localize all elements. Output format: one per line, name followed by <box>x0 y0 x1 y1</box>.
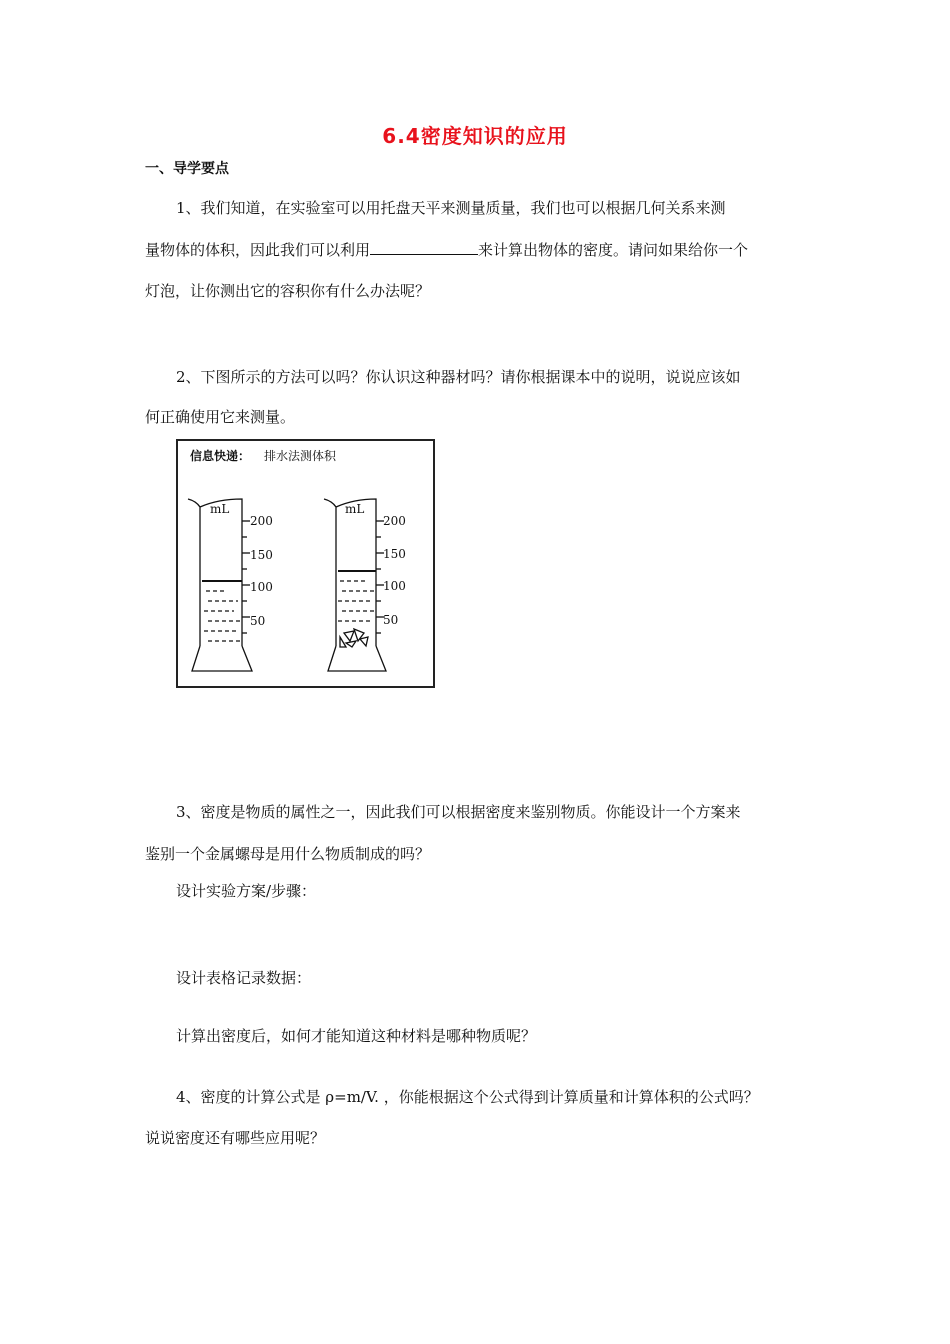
q3-line2: 鉴别一个金属螺母是用什么物质制成的吗？ <box>145 845 431 863</box>
figure-caption-label: 信息快递： <box>190 449 251 463</box>
figure-caption-text: 排水法测体积 <box>264 449 337 463</box>
q1-line2 <box>145 239 748 260</box>
right-tick-200: 200 <box>383 514 406 528</box>
q2-line2: 何正确使用它来测量。 <box>145 408 296 426</box>
q3-after-calc: 计算出密度后，如何才能知道这种材料是哪种物质呢？ <box>176 1027 537 1045</box>
cylinder-right <box>324 499 386 671</box>
measuring-cylinders <box>178 441 433 686</box>
left-tick-200: 200 <box>250 514 273 528</box>
q4-line1: 4、密度的计算公式是 ρ=m/V. ，你能根据这个公式得到计算质量和计算体积的公式吗？ <box>176 1088 759 1106</box>
section-heading: 一、导学要点 <box>145 161 229 177</box>
q1-line2-after: 来计算出物体的密度。请问如果给你一个 <box>478 241 749 259</box>
right-tick-100: 100 <box>383 579 406 593</box>
q1-line2-before: 量物体的体积，因此我们可以利用 <box>145 241 371 259</box>
left-unit-label: mL <box>210 502 230 516</box>
q3-line1: 3、密度是物质的属性之一，因此我们可以根据密度来鉴别物质。你能设计一个方案来 <box>176 803 741 821</box>
figure-box <box>176 439 435 688</box>
left-tick-150: 150 <box>250 548 273 562</box>
q3-design-table: 设计表格记录数据： <box>176 969 312 987</box>
left-tick-100: 100 <box>250 580 273 594</box>
q1-line1: 1、我们知道，在实验室可以用托盘天平来测量质量，我们也可以根据几何关系来测 <box>176 199 726 217</box>
q4-line2: 说说密度还有哪些应用呢？ <box>145 1129 326 1147</box>
q2-line1: 2、下图所示的方法可以吗？你认识这种器材吗？请你根据课本中的说明，说说应该如 <box>176 368 741 386</box>
q1-line3: 灯泡，让你测出它的容积你有什么办法呢？ <box>145 282 431 300</box>
cylinder-left <box>188 499 252 671</box>
q3-design-steps: 设计实验方案/步骤： <box>176 882 317 900</box>
right-unit-label: mL <box>345 502 365 516</box>
answer-blank <box>370 240 478 255</box>
right-tick-150: 150 <box>383 547 406 561</box>
left-tick-50: 50 <box>250 614 266 628</box>
right-tick-50: 50 <box>383 613 399 627</box>
page-title: 6.4密度知识的应用 <box>382 124 568 148</box>
